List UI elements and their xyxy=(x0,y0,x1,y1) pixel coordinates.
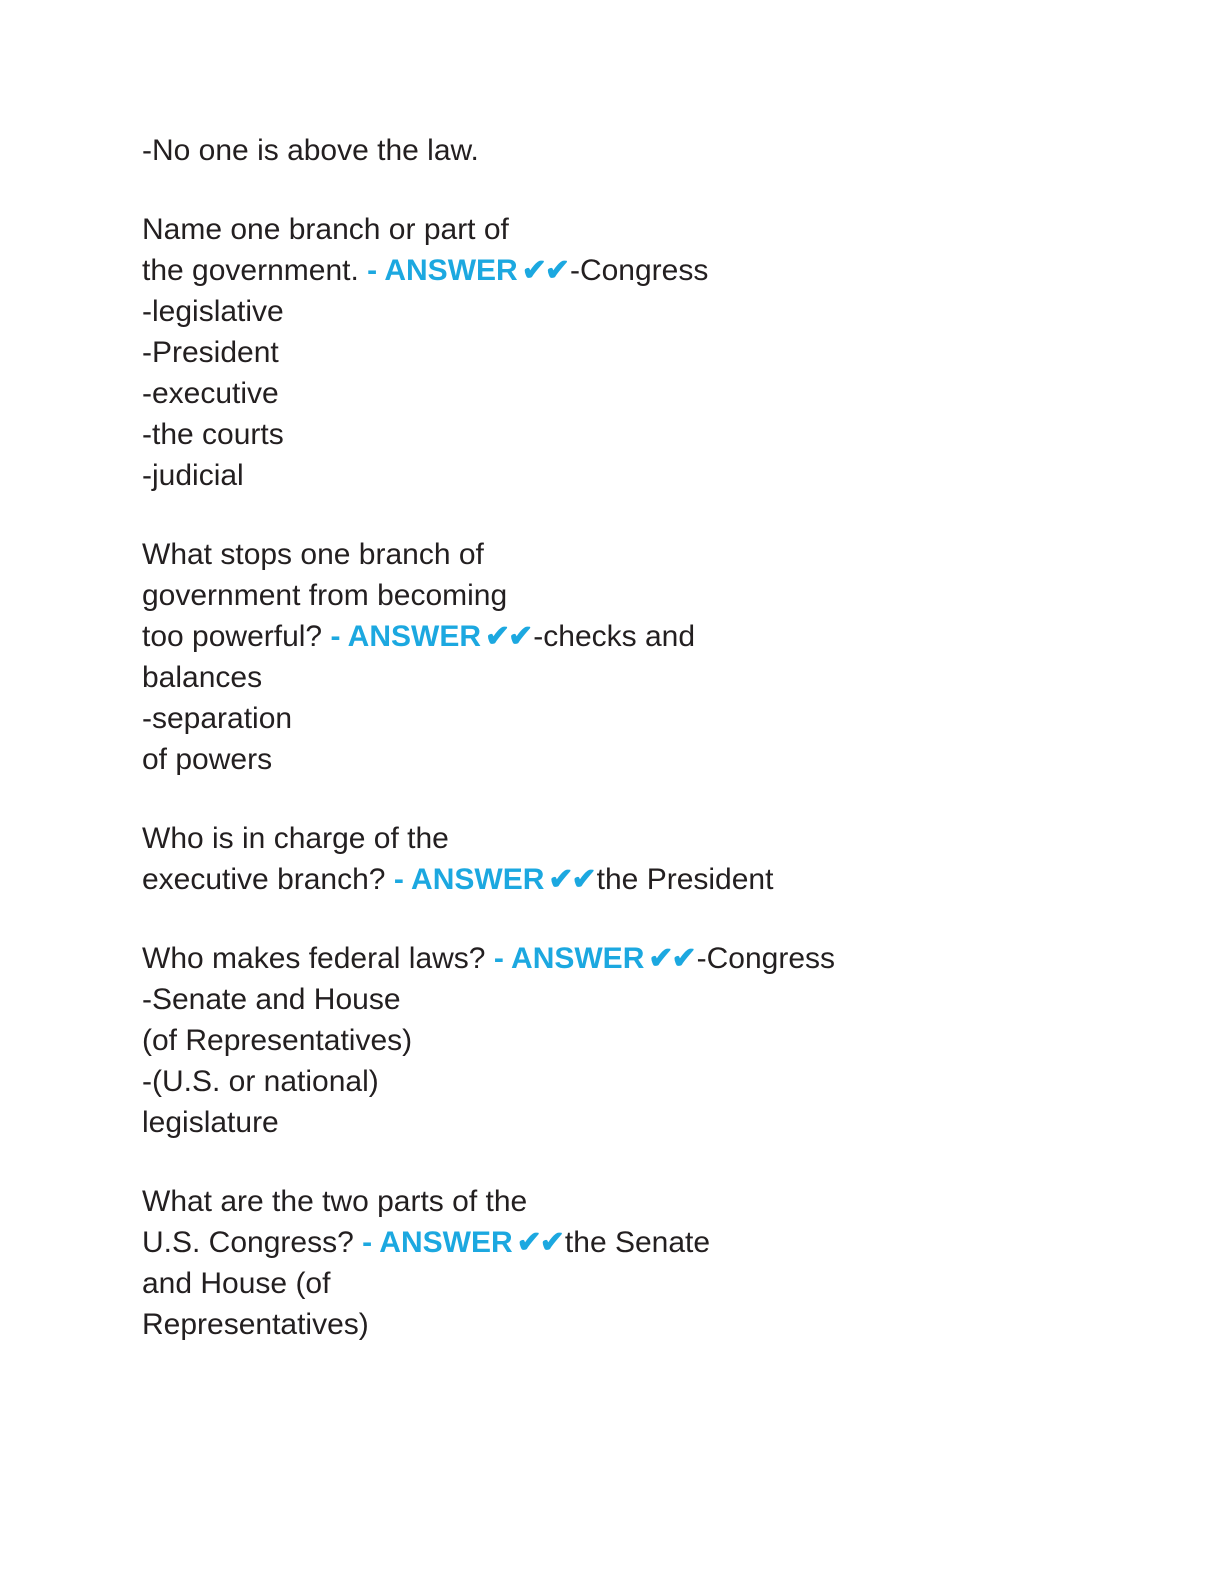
question-text: too powerful? xyxy=(142,620,331,653)
answer-label: - ANSWER xyxy=(393,863,545,896)
answer-text: the President xyxy=(596,863,774,896)
answer-text: -Congress xyxy=(569,254,709,287)
text-line: government from becoming xyxy=(142,579,508,612)
text-line: Who is in charge of the xyxy=(142,822,449,855)
document-body xyxy=(142,130,1104,1345)
text-block xyxy=(142,818,1104,900)
question-text: executive branch? xyxy=(142,863,394,896)
text-line: -(U.S. or national) xyxy=(142,1065,379,1098)
text-line: What stops one branch of xyxy=(142,538,484,571)
text-line: -separation xyxy=(142,702,293,735)
double-check-icon: ✔✔ xyxy=(516,1226,563,1259)
question-text: U.S. Congress? xyxy=(142,1226,363,1259)
text-line: -legislative xyxy=(142,295,284,328)
answer-label: - ANSWER xyxy=(362,1226,513,1259)
text-line xyxy=(142,859,1104,900)
text-line: of powers xyxy=(142,743,273,776)
text-line: and House (of xyxy=(142,1267,331,1300)
text-line: -executive xyxy=(142,377,279,410)
answer-label: - ANSWER xyxy=(367,254,518,287)
text-line: balances xyxy=(142,661,263,694)
text-line: -Senate and House xyxy=(142,983,401,1016)
text-line: -judicial xyxy=(142,459,244,492)
text-block xyxy=(142,130,1104,171)
text-block xyxy=(142,1181,1104,1345)
double-check-icon: ✔✔ xyxy=(548,863,595,896)
text-line: -the courts xyxy=(142,418,284,451)
question-text: Who makes federal laws? xyxy=(142,942,494,975)
text-line xyxy=(142,250,1104,291)
text-line: What are the two parts of the xyxy=(142,1185,528,1218)
question-text: the government. xyxy=(142,254,368,287)
text-block xyxy=(142,938,1104,1143)
text-line: Representatives) xyxy=(142,1308,369,1341)
answer-label: - ANSWER xyxy=(330,620,481,653)
text-line: (of Representatives) xyxy=(142,1024,413,1057)
text-line xyxy=(142,1222,1104,1263)
text-line: -No one is above the law. xyxy=(142,134,479,167)
answer-text: the Senate xyxy=(564,1226,711,1259)
double-check-icon: ✔✔ xyxy=(485,620,532,653)
text-block xyxy=(142,534,1104,780)
answer-text: -checks and xyxy=(533,620,696,653)
answer-label: - ANSWER xyxy=(493,942,645,975)
text-line: -President xyxy=(142,336,279,369)
text-line: legislature xyxy=(142,1106,279,1139)
double-check-icon: ✔✔ xyxy=(648,942,695,975)
text-line xyxy=(142,616,1104,657)
text-line xyxy=(142,938,1104,979)
double-check-icon: ✔✔ xyxy=(521,254,568,287)
answer-text: -Congress xyxy=(696,942,836,975)
text-line: Name one branch or part of xyxy=(142,213,509,246)
text-block xyxy=(142,209,1104,496)
